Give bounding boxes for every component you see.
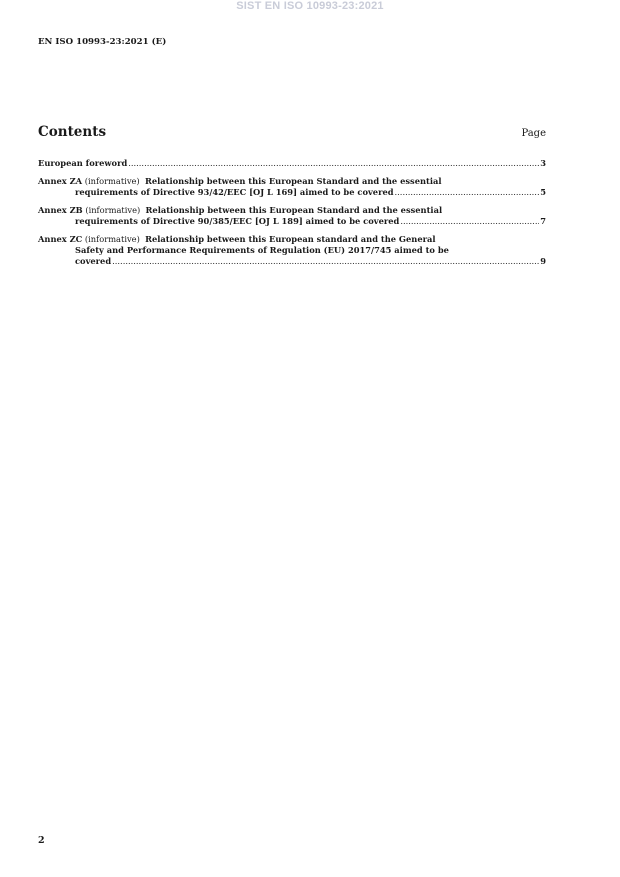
toc-annex-qualifier: (informative) [85, 205, 141, 215]
leader-dots [395, 187, 540, 198]
toc-entry-annex-zb[interactable] [38, 205, 546, 227]
table-of-contents [38, 158, 546, 274]
toc-annex-prefix: Annex ZA [38, 176, 83, 186]
document-id-header: EN ISO 10993-23:2021 (E) [38, 37, 167, 47]
toc-entry-title-line1: Relationship between this European standard and the General [145, 234, 436, 244]
toc-entry-page: 3 [540, 158, 546, 168]
toc-annex-prefix: Annex ZC [38, 234, 83, 244]
watermark: SIST EN ISO 10993-23:2021 [236, 0, 384, 12]
contents-heading-row [38, 124, 546, 140]
toc-entry-title-line2: requirements of Directive 90/385/EEC [OJ L 189] aimed to be covered [75, 216, 400, 226]
toc-entry-european-foreword[interactable] [38, 158, 546, 169]
leader-dots [128, 158, 539, 169]
page-column-label: Page [521, 128, 546, 139]
toc-entry-title-line1: Relationship between this European Standard and the essential [145, 205, 443, 215]
leader-dots [400, 216, 539, 227]
toc-entry-annex-zc[interactable] [38, 234, 546, 267]
toc-entry-page: 5 [540, 187, 546, 197]
toc-annex-qualifier: (informative) [84, 234, 140, 244]
toc-entry-title-line2: requirements of Directive 93/42/EEC [OJ L 169] aimed to be covered [75, 187, 394, 197]
toc-entry-label: European foreword [38, 158, 128, 168]
toc-entry-title-line3: covered [75, 256, 112, 266]
toc-entry-page: 9 [540, 256, 546, 266]
toc-entry-annex-za[interactable] [38, 176, 546, 198]
toc-annex-qualifier: (informative) [84, 176, 140, 186]
toc-annex-prefix: Annex ZB [38, 205, 83, 215]
contents-title: Contents [38, 124, 107, 140]
page-number: 2 [38, 835, 45, 846]
leader-dots [112, 256, 539, 267]
toc-entry-title-line2: Safety and Performance Requirements of Regulation (EU) 2017/745 aimed to be [75, 245, 449, 255]
toc-entry-page: 7 [540, 216, 546, 226]
toc-entry-title-line1: Relationship between this European Standard and the essential [144, 176, 442, 186]
